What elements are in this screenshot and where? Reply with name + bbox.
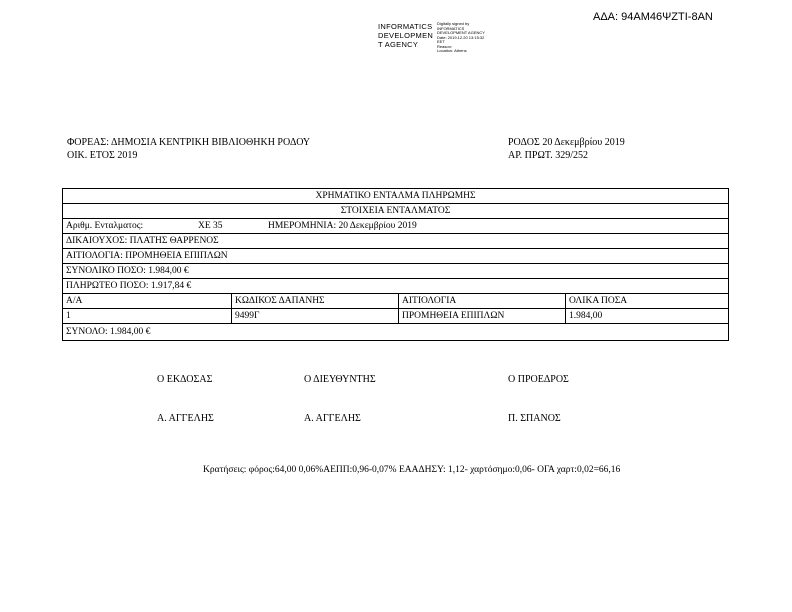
column-header: Α/Α <box>63 294 232 309</box>
signature-detail-line: DEVELOPMENT AGENCY <box>437 30 485 35</box>
signature-detail-line: EET <box>437 39 445 44</box>
column-header: ΟΛΙΚΑ ΠΟΣΑ <box>566 294 729 309</box>
protocol-number: ΑΡ. ΠΡΩΤ. 329/252 <box>508 150 589 161</box>
table-cell: ΠΡΟΜΗΘΕΙΑ ΕΠΙΠΛΩΝ <box>399 309 566 324</box>
table-subtitle: ΣΤΟΙΧΕΙΑ ΕΝΤΑΛΜΑΤΟΣ <box>63 204 729 219</box>
president-name: Π. ΣΠΑΝΟΣ <box>508 413 561 424</box>
issuer-name: Α. ΑΓΓΕΛΗΣ <box>157 413 214 424</box>
signature-detail-line: Date: 2019.12.20 13:15:32 <box>437 34 485 40</box>
signature-detail-line: Location: Athens <box>437 48 467 53</box>
table-row <box>63 264 729 279</box>
column-header: ΚΩΔΙΚΟΣ ΔΑΠΑΝΗΣ <box>232 294 399 309</box>
signature-logo <box>378 22 433 49</box>
organization-label: ΦΟΡΕΑΣ: ΔΗΜΟΣΙΑ ΚΕΝΤΡΙΚΗ ΒΙΒΛΙΟΘΗΚΗ ΡΟΔΟΥ <box>67 137 311 148</box>
signature-detail-line: Digitally signed by <box>437 21 470 26</box>
entalma-row <box>63 219 729 234</box>
table-row <box>63 219 729 234</box>
fiscal-year-label: ΟΙΚ. ΕΤΟΣ 2019 <box>67 150 138 161</box>
entalma-date: ΗΜΕΡΟΜΗΝΙΑ: 20 Δεκεμβρίου 2019 <box>268 221 417 231</box>
issuer-title: Ο ΕΚΔΟΣΑΣ <box>157 374 213 385</box>
signature-detail-line: INFORMATICS <box>437 25 465 31</box>
payable-amount: ΠΛΗΡΩΤΕΟ ΠΟΣΟ: 1.917,84 € <box>63 279 729 294</box>
table-row <box>63 279 729 294</box>
president-title: Ο ΠΡΟΕΔΡΟΣ <box>508 374 569 385</box>
total-amount: ΣΥΝΟΛΙΚΟ ΠΟΣΟ: 1.984,00 € <box>63 264 729 279</box>
logo-line: DEVELOPMEN <box>378 31 434 40</box>
entalma-value: ΧΕ 35 <box>198 221 223 231</box>
table-cell: 1.984,00 <box>566 309 729 324</box>
beneficiary: ΔΙΚΑΙΟΥΧΟΣ: ΠΛΑΤΗΣ ΘΑΡΡΕΝΟΣ <box>63 234 729 249</box>
ada-code: ΑΔΑ: 94ΑΜ46ΨΖΤΙ-8ΑΝ <box>593 11 713 23</box>
table-row <box>63 249 729 264</box>
table-header-row <box>63 294 729 309</box>
entalma-label: Αριθμ. Ενταλματος: <box>66 221 144 231</box>
director-title: Ο ΔΙΕΥΘΥΝΤΗΣ <box>304 374 376 385</box>
signature-detail-line: Reason: <box>437 43 452 49</box>
table-cell: 9499Γ <box>232 309 399 324</box>
table-row <box>63 234 729 249</box>
table-cell: 1 <box>63 309 232 324</box>
logo-line: T AGENCY <box>378 40 419 49</box>
document-date: ΡΟΔΟΣ 20 Δεκεμβρίου 2019 <box>508 137 625 148</box>
reason: ΑΙΤΙΟΛΟΓΙΑ: ΠΡΟΜΗΘΕΙΑ ΕΠΙΠΛΩΝ <box>63 249 729 264</box>
table-row <box>63 204 729 219</box>
table-row <box>63 309 729 324</box>
logo-line: INFORMATICS <box>378 22 433 31</box>
table-row <box>63 189 729 204</box>
digital-signature-details <box>437 22 485 54</box>
payment-order-table <box>62 188 729 341</box>
deductions-line: Κρατήσεις: φόρος:64,00 0,06%ΑΕΠΠ:0,96-0,07% ΕΑΑΔΗΣΥ: 1,12- χαρτόσημο:0,06- ΟΓΑ χαρτ:0,02=66,16 <box>203 465 621 475</box>
table-title: ΧΡΗΜΑΤΙΚΟ ΕΝΤΑΛΜΑ ΠΛΗΡΩΜΗΣ <box>63 189 729 204</box>
grand-total: ΣΥΝΟΛΟ: 1.984,00 € <box>63 324 729 341</box>
director-name: Α. ΑΓΓΕΛΗΣ <box>304 413 361 424</box>
table-row <box>63 324 729 341</box>
column-header: ΑΙΤΙΟΛΟΓΙΑ <box>399 294 566 309</box>
